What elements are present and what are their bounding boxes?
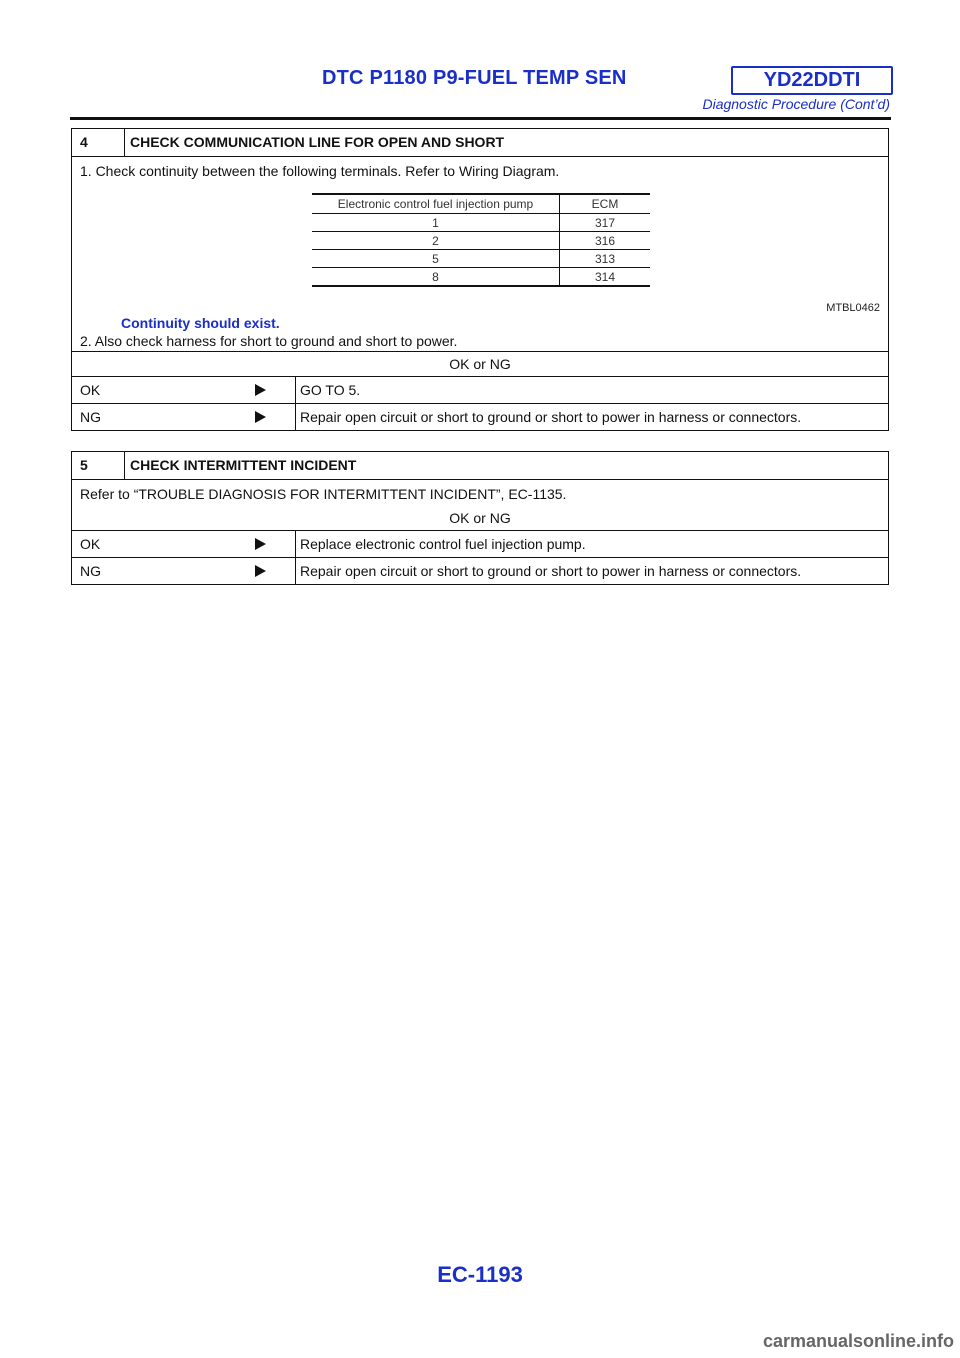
page-subtitle: Diagnostic Procedure (Cont’d)	[702, 96, 890, 112]
pump-terminal: 5	[312, 250, 560, 268]
page-title: DTC P1180 P9-FUEL TEMP SEN	[322, 67, 627, 89]
triangle-arrow-icon	[255, 538, 266, 550]
ok-or-ng-label: OK or NG	[449, 510, 511, 526]
ecm-terminal: 314	[560, 268, 651, 287]
page-number: EC-1193	[437, 1262, 523, 1287]
table-row	[312, 250, 650, 268]
step-5-header	[72, 452, 888, 480]
table-row	[312, 214, 650, 232]
step-4-header	[72, 129, 888, 157]
step-5-title: CHECK INTERMITTENT INCIDENT	[130, 457, 357, 473]
step-5-box	[71, 451, 889, 585]
pump-terminal: 1	[312, 214, 560, 232]
pump-terminal: 2	[312, 232, 560, 250]
step-4-body	[72, 157, 888, 372]
result-key: OK	[80, 382, 101, 398]
ecm-terminal: 316	[560, 232, 651, 250]
result-row-ng	[72, 404, 888, 430]
step-4-number: 4	[72, 129, 125, 156]
result-action: Repair open circuit or short to ground or short to power in harness or connectors.	[295, 558, 888, 584]
pump-terminal: 8	[312, 268, 560, 287]
step-4-title: CHECK COMMUNICATION LINE FOR OPEN AND SHORT	[130, 134, 505, 150]
result-key: NG	[80, 563, 101, 579]
terminal-table	[312, 193, 650, 287]
result-action: Repair open circuit or short to ground or short to power in harness or connectors.	[295, 404, 888, 430]
table-row	[312, 232, 650, 250]
terminal-table-header-pump: Electronic control fuel injection pump	[312, 194, 560, 214]
step-4-okng-spacer	[72, 352, 888, 377]
result-key: OK	[80, 536, 101, 552]
ok-or-ng-label: OK or NG	[449, 356, 511, 372]
step-5-number: 5	[72, 452, 125, 479]
table-row	[312, 268, 650, 287]
continuity-spec: Continuity should exist.	[121, 315, 280, 331]
terminal-table-header-ecm: ECM	[560, 194, 651, 214]
step-4-box	[71, 128, 889, 431]
header-rule	[70, 117, 891, 120]
watermark: carmanualsonline.info	[762, 1331, 954, 1351]
step-5-instruction: Refer to “TROUBLE DIAGNOSIS FOR INTERMITTENT INCIDENT”, EC-1135.	[80, 486, 567, 502]
result-action: GO TO 5.	[295, 377, 888, 403]
triangle-arrow-icon	[255, 411, 266, 423]
triangle-arrow-icon	[255, 384, 266, 396]
ecm-terminal: 317	[560, 214, 651, 232]
result-row-ok	[72, 377, 888, 404]
ecm-terminal: 313	[560, 250, 651, 268]
figure-id: MTBL0462	[826, 302, 880, 314]
engine-badge: YD22DDTI	[731, 66, 893, 95]
result-key: NG	[80, 409, 101, 425]
step-4-instruction-2: 2. Also check harness for short to ground and short to power.	[80, 333, 458, 349]
result-row-ok	[72, 531, 888, 558]
result-action: Replace electronic control fuel injection pump.	[295, 531, 888, 557]
result-row-ng	[72, 558, 888, 584]
step-4-instruction-1: 1. Check continuity between the following terminals. Refer to Wiring Diagram.	[80, 163, 560, 179]
step-5-body	[72, 480, 888, 531]
triangle-arrow-icon	[255, 565, 266, 577]
